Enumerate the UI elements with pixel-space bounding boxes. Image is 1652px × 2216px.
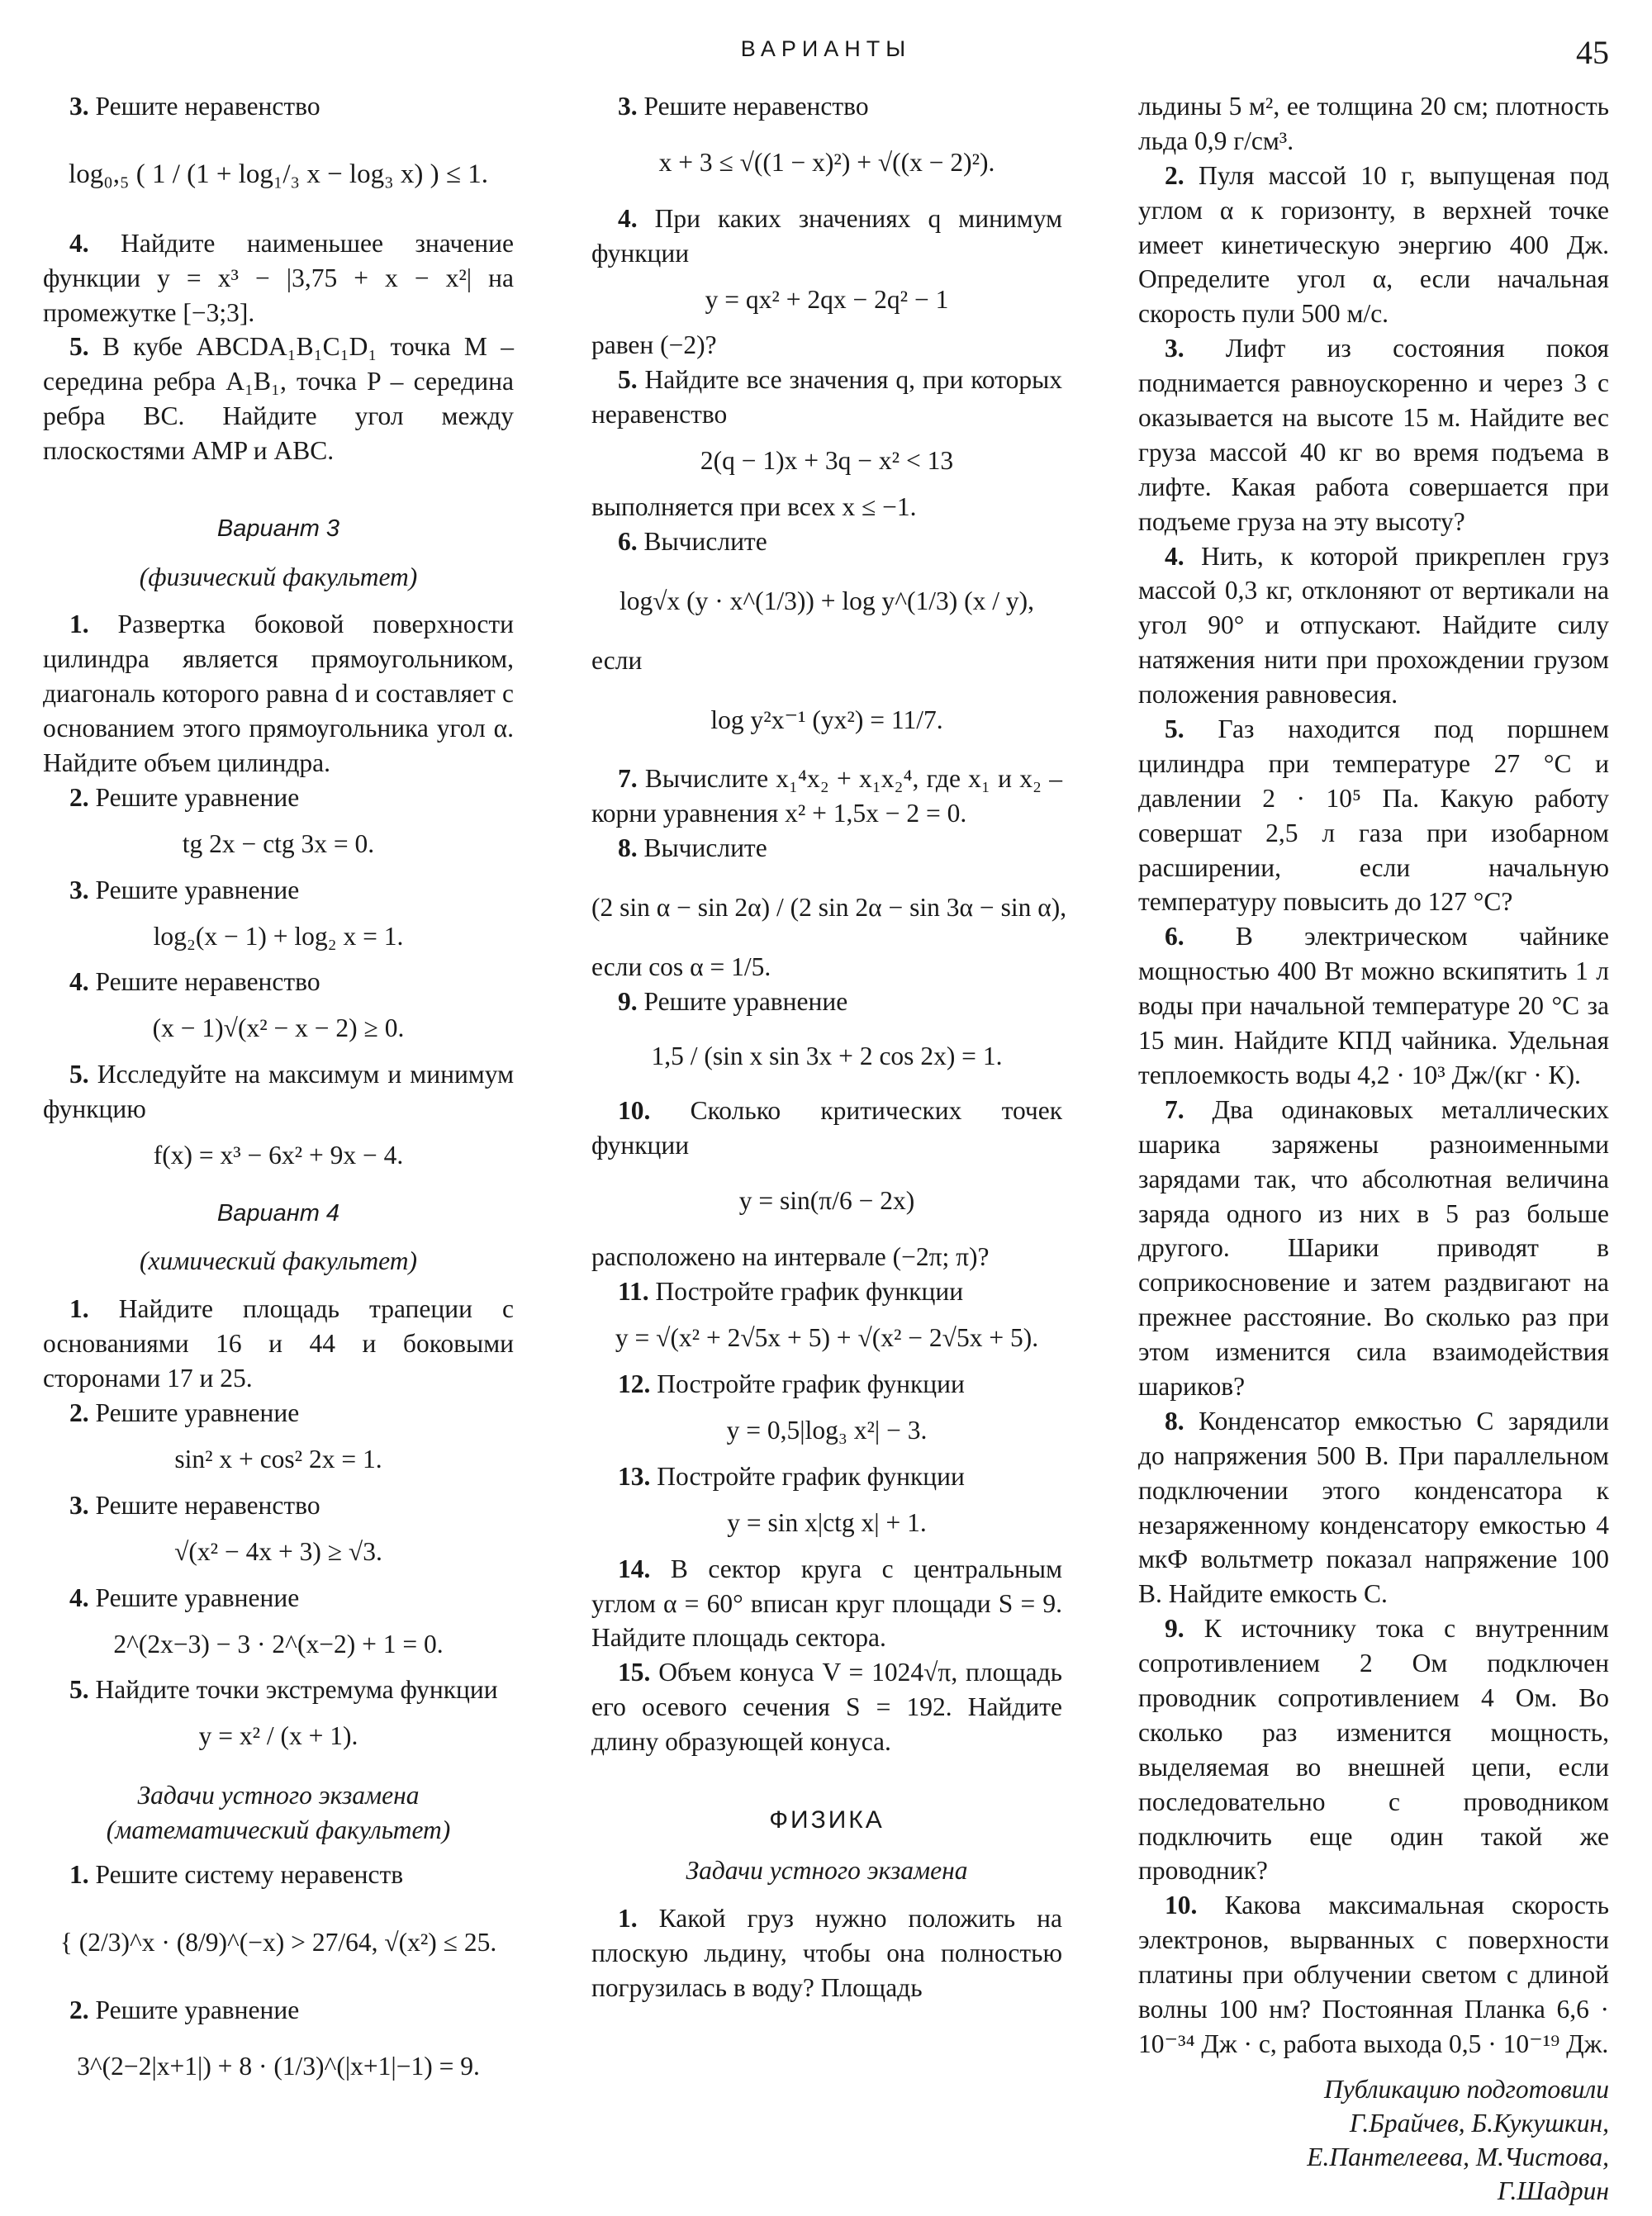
task: 5. Газ находится под поршнем цилиндра при температуре 27 °С и давлении 2 · 10⁵ Па. Какую работу совершат 2,5 л газа при изобарном расширении, если начальную температуру повысить до 127 °С? (1138, 714, 1609, 917)
task: 7. Два одинаковых металлических шарика заряжены разноименными зарядами так, что абсолютная величина заряда одного из них в 5 раз больше другого. Шарики приводят в соприкосновение и затем раздвигают на прежнее расстояние. Во сколько раз при этом изменится сила взаимодействия шариков? (1138, 1094, 1609, 1401)
task: 3. Решите уравнение (69, 875, 300, 904)
task: 6. В электрическом чайнике мощностью 400 Вт можно вскипятить 1 л воды при начальной температуре 20 °С за 15 мин. Найдите КПД чайника. Удельная теплоемкость воды 4,2 · 10³ Дж/(кг · К). (1138, 922, 1609, 1089)
task: 2. Решите уравнение (69, 1398, 300, 1428)
formula: y = qx² + 2qx − 2q² − 1 (705, 284, 949, 314)
running-title: ВАРИАНТЫ (740, 36, 912, 61)
task: 15. Объем конуса V = 1024√π, площадь его осевого сечения S = 192. Найдите длину образующей конуса. (591, 1658, 1062, 1757)
task-continuation: расположено на интервале (−2π; π)? (591, 1242, 990, 1272)
formula: sin² x + cos² 2x = 1. (174, 1444, 382, 1473)
task: 6. Вычислите (618, 526, 767, 556)
task: 2. Решите уравнение (69, 1995, 300, 2024)
formula: 3^(2−2|x+1|) + 8 · (1/3)^(|x+1|−1) = 9. (77, 2051, 480, 2081)
task: 1. Найдите площадь трапеции с основаниями 16 и 44 и боковыми сторонами 17 и 25. (43, 1294, 514, 1393)
variant-heading: Вариант 3 (216, 515, 340, 542)
credits-names: Г.Брайчев, Б.Кукушкин, Е.Пантелеева, М.Чистова, Г.Шадрин (1307, 2108, 1609, 2205)
task: 14. В сектор круга с центральным углом α = 60° вписан круг площади S = 9. Найдите площадь сектора. (591, 1554, 1063, 1653)
formula: y = √(x² + 2√5x + 5) + √(x² − 2√5x + 5). (615, 1323, 1039, 1353)
formula: (x − 1)√(x² − x − 2) ≥ 0. (152, 1013, 405, 1043)
task: 4. Найдите наименьшее значение функции y = x³ − |3,75 + x − x²| на промежутке [−3;3]. (43, 228, 515, 327)
task: 3. Лифт из состояния покоя поднимается равноускоренно и через 3 с оказывается на высоте 15 м. Найдите вес груза массой 40 кг во время подъема в лифте. Какая работа совершается при подъеме груза на эту высоту? (1138, 334, 1610, 536)
variant-subheading: (химический факультет) (140, 1246, 417, 1276)
task: 4. Нить, к которой прикреплен груз массой 0,3 кг, отклоняют от вертикали на угол 90° и отпускают. Найдите силу натяжения нити при прохождении грузом положения равновесия. (1138, 541, 1610, 709)
formula: y = sin(π/6 − 2x) (738, 1186, 915, 1216)
formula: { (2/3)^x · (8/9)^(−x) > 27/64, √(x²) ≤ 25. (59, 1927, 497, 1957)
subject-heading: ФИЗИКА (769, 1806, 885, 1834)
column-1 (43, 89, 514, 2084)
task: 5. Исследуйте на максимум и минимум функцию (43, 1060, 515, 1124)
task: 1. Развертка боковой поверхности цилиндра является прямоугольником, диагональ которого равна d и составляет с основанием этого прямоугольника угол α. Найдите объем цилиндра. (43, 610, 514, 778)
formula: 2^(2x−3) − 3 · 2^(x−2) + 1 = 0. (113, 1629, 444, 1658)
task-continuation: если (591, 645, 643, 675)
task: 7. Вычислите x₁⁴x₂ + x₁x₂⁴, где x₁ и x₂ – корни уравнения x² + 1,5x − 2 = 0. (591, 764, 1062, 828)
formula: log₂(x − 1) + log₂ x = 1. (153, 921, 404, 951)
variant-subheading: (физический факультет) (139, 562, 418, 591)
formula: log y²x⁻¹ (yx²) = 11/7. (710, 705, 943, 734)
formula: y = x² / (x + 1). (198, 1721, 358, 1751)
task: 13. Постройте график функции (618, 1461, 965, 1491)
credits (1138, 2073, 1609, 2209)
variant-heading: Вариант 4 (216, 1199, 340, 1227)
task: 4. Решите уравнение (69, 1583, 300, 1612)
section-subheading: (математический факультет) (106, 1815, 451, 1845)
formula: √(x² − 4x + 3) ≥ √3. (174, 1536, 382, 1566)
task: 11. Постройте график функции (618, 1277, 964, 1307)
section-heading: Задачи устного экзамена (137, 1781, 420, 1810)
credits-title: Публикацию подготовили (1323, 2074, 1609, 2104)
formula: y = sin x|ctg x| + 1. (727, 1507, 927, 1537)
task: 1. Какой груз нужно положить на плоскую льдину, чтобы она полностью погрузилась в воду? Площадь (591, 1903, 1062, 2002)
task-continuation: выполняется при всех x ≤ −1. (591, 492, 917, 522)
task: 5. Найдите точки экстремума функции (69, 1675, 498, 1705)
task: 10. Сколько критических точек функции (591, 1095, 1063, 1160)
task: 2. Пуля массой 10 г, выпущеная под углом α к горизонту, в верхней точке имеет кинетическую энергию 400 Дж. Определите угол α, если начальная скорость пули 500 м/с. (1138, 160, 1609, 329)
page-number: 45 (1576, 34, 1609, 71)
task: 3. Решите неравенство (69, 92, 320, 121)
formula: 1,5 / (sin x sin 3x + 2 cos 2x) = 1. (651, 1041, 1003, 1070)
task: 9. К источнику тока с внутренним сопротивлением 2 Ом подключен проводник сопротивлением 4 Ом. Во сколько раз изменится мощность, выделяемая во внешней цепи, если последовательно с проводником подключить еще один такой же проводник? (1138, 1614, 1609, 1886)
formula: log₀,₅ ( 1 / (1 + log₁/₃ x − log₃ x) ) ≤ 1. (69, 159, 488, 189)
task: 9. Решите уравнение (618, 986, 848, 1016)
task: 12. Постройте график функции (618, 1369, 965, 1399)
column-3 (1138, 89, 1609, 2209)
task: 5. В кубе ABCDA₁B₁C₁D₁ точка M – середина ребра A₁B₁, точка P – середина ребра BC. Найдите угол между плоскостями AMP и ABC. (43, 332, 515, 466)
section-subheading: Задачи устного экзамена (686, 1855, 968, 1885)
task: 8. Конденсатор емкостью C зарядили до напряжения 500 В. При параллельном подключении этого конденсатора к незаряженному конденсатору емкостью 4 мкФ вольтметр показал напряжение 100 В. Найдите емкость C. (1138, 1406, 1610, 1609)
formula: x + 3 ≤ √((1 − x)²) + √((x − 2)²). (658, 147, 995, 177)
task: 2. Решите уравнение (69, 782, 300, 812)
task-continuation: льдины 5 м², ее толщина 20 см; плотность льда 0,9 г/см³. (1138, 92, 1609, 155)
formula: log√x (y · x^(1/3)) + log y^(1/3) (x / y), (619, 586, 1035, 615)
task-continuation: равен (−2)? (591, 330, 717, 360)
task: 3. Решите неравенство (69, 1490, 320, 1520)
formula: 2(q − 1)x + 3q − x² < 13 (700, 446, 954, 476)
formula: tg 2x − ctg 3x = 0. (182, 828, 375, 858)
formula: (2 sin α − sin 2α) / (2 sin 2α − sin 3α − sin α), (591, 893, 1067, 923)
task: 10. Какова максимальная скорость электронов, вырванных с поверхности платины при облучении светом с длиной волны 100 нм? Постоянная Планка 6,6 · 10⁻³⁴ Дж · с, работа выхода 0,5 · 10⁻¹⁹ Дж. (1138, 1891, 1610, 2058)
task: 3. Решите неравенство (618, 92, 869, 121)
task-continuation: если cos α = 1/5. (591, 952, 771, 982)
task: 1. Решите систему неравенств (69, 1859, 404, 1889)
formula: y = 0,5|log₃ x²| − 3. (726, 1415, 928, 1445)
column-2 (591, 89, 1067, 2005)
task: 4. Решите неравенство (69, 967, 320, 997)
task: 5. Найдите все значения q, при которых неравенство (591, 365, 1063, 429)
formula: f(x) = x³ − 6x² + 9x − 4. (153, 1141, 404, 1170)
task: 8. Вычислите (618, 833, 767, 863)
task: 4. При каких значениях q минимум функции (591, 203, 1062, 268)
